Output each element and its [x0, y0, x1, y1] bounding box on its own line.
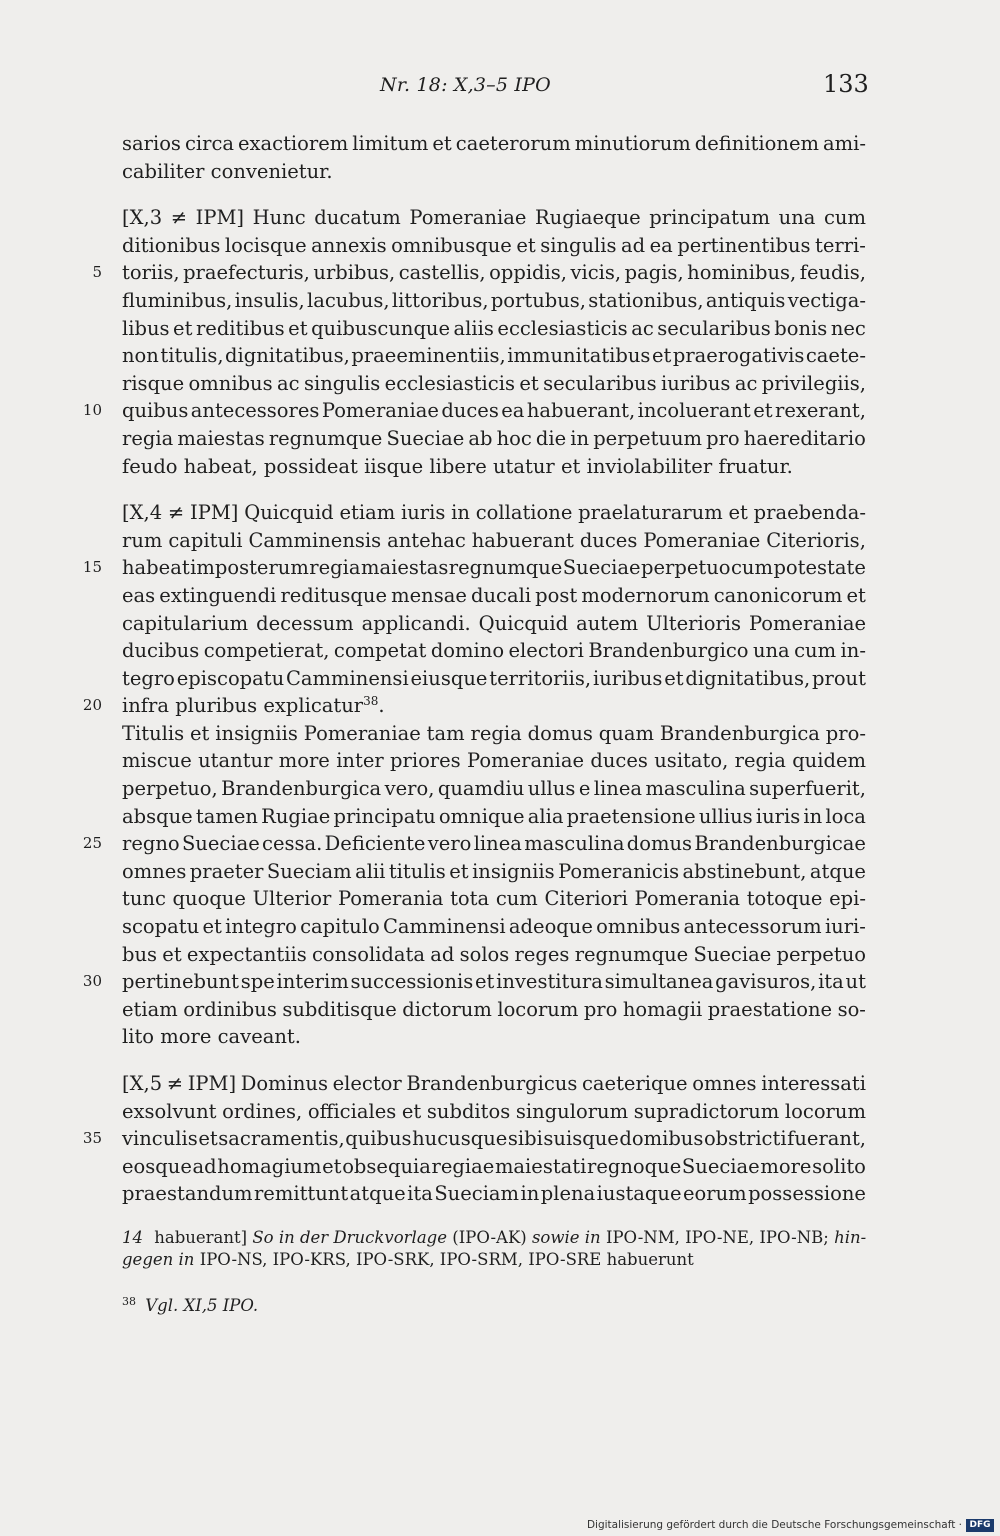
text-line: bus et expectantiis consolidata ad solos reges regnumque Sueciae perpetuo: [122, 942, 866, 966]
text-line: Titulis et insigniis Pomeraniae tam regia domus quam Brandenburgica pro-: [122, 721, 866, 745]
footnote-text: Vgl. XI,5 IPO.: [145, 1296, 259, 1315]
paragraph-gap: [122, 1051, 866, 1070]
text-line: miscue utantur more inter priores Pomeraniae duces usitato, regia quidem: [122, 749, 866, 773]
footnote-text: IPO-NS, IPO-KRS, IPO-SRK, IPO-SRM, IPO-SRE habuerunt: [199, 1250, 694, 1269]
text-line: 25 regno Sueciae cessa. Deficiente vero linea masculina domus Brandenburgicae: [122, 830, 866, 858]
text-line: feudo habeat, possideat iisque libere utatur et inviolabiliter fruatur.: [122, 454, 793, 478]
text-line: eosque ad homagium et obsequia regiae maiestati regnoque Sueciae more solito: [122, 1154, 866, 1178]
text-line: omnes praeter Sueciam alii titulis et insigniis Pomeranicis abstinebunt, atque: [122, 859, 866, 883]
footnote-marker: 38: [122, 1295, 136, 1308]
text-line: libus et reditibus et quibuscunque aliis ecclesiasticis ac secularibus bonis nec: [122, 316, 866, 340]
footnote-14-line-2: [122, 1249, 882, 1271]
text-line: risque omnibus ac singulis ecclesiasticis et secularibus iuribus ac privilegiis,: [122, 371, 866, 395]
text-line: rum capituli Camminensis antehac habuerant duces Pomeraniae Citerioris,: [122, 528, 866, 552]
text-line: [X,3 ≠ IPM] Hunc ducatum Pomeraniae Rugiaeque principatum una cum: [122, 206, 866, 230]
text-line: regia maiestas regnumque Sueciae ab hoc die in perpetuum pro haereditario: [122, 426, 866, 450]
dfg-logo: DFG: [966, 1519, 994, 1532]
paragraph-gap: [122, 480, 866, 499]
text-line: cabiliter convenietur.: [122, 159, 333, 183]
text-line: scopatu et integro capitulo Camminensi adeoque omnibus antecessorum iuri-: [122, 915, 866, 939]
footnote-text: So in der Druckvorlage: [252, 1228, 448, 1247]
text-line: tegro episcopatu Camminensi eiusque territoriis, iuribus et dignitatibus, prout: [122, 666, 866, 690]
text-line: capitularium decessum applicandi. Quicquid autem Ulterioris Pomeraniae: [122, 611, 866, 635]
text-line: exsolvunt ordines, officiales et subditos singulorum supradictorum locorum: [122, 1099, 866, 1123]
text-line: 30 pertinebunt spe interim successionis et investitura simultanea gavisuros, ita ut: [122, 968, 866, 996]
text-line: ditionibus locisque annexis omnibusque et singulis ad ea pertinentibus terri-: [122, 233, 866, 257]
paragraph-gap: [122, 185, 866, 204]
text-line: tunc quoque Ulterior Pomerania tota cum Citeriori Pomerania totoque epi-: [122, 887, 866, 911]
footnote-text: IPO-NM, IPO-NE, IPO-NB;: [605, 1228, 829, 1247]
text-line: [X,5 ≠ IPM] Dominus elector Brandenburgicus caeterique omnes interessati: [122, 1072, 866, 1095]
footnotes: [122, 1227, 882, 1317]
footnote-text: gegen in: [122, 1250, 195, 1269]
line-number: 5: [92, 263, 102, 282]
text-line: absque tamen Rugiae principatu omnique alia praetensione ullius iuris in loca: [122, 804, 866, 828]
text-line: non titulis, dignitatibus, praeeminentiis, immunitatibus et praerogativis caete-: [122, 344, 866, 368]
line-number: 10: [82, 401, 102, 420]
funding-banner: [587, 1517, 994, 1533]
text-line: 5 toriis, praefecturis, urbibus, castellis, oppidis, vicis, pagis, hominibus, feudis,: [122, 259, 866, 287]
line-number: 20: [82, 696, 102, 715]
footnote-text: (IPO-AK): [452, 1228, 527, 1247]
line-number: 35: [82, 1129, 102, 1148]
line-number: 25: [82, 834, 102, 853]
footnote-38: [122, 1295, 882, 1317]
text-line: fluminibus, insulis, lacubus, littoribus, portubus, stationibus, antiquis vectiga-: [122, 288, 866, 312]
line-number: 30: [82, 972, 102, 991]
main-text: [82, 130, 866, 1208]
text-line: eas extinguendi reditusque mensae ducali post modernorum canonicorum et: [122, 583, 866, 607]
text-line: 35 vinculis et sacramentis, quibus hucusque sibi suisque domibus obstricti fuerant,: [122, 1125, 866, 1153]
footnote-14-line-1: [122, 1227, 882, 1249]
funding-text: Digitalisierung gefördert durch die Deutsche Forschungsgemeinschaft ·: [586, 1519, 962, 1531]
text-line: etiam ordinibus subditisque dictorum locorum pro homagii praestatione so-: [122, 997, 866, 1021]
text-line: sarios circa exactiorem limitum et caeterorum minutiorum definitionem ami-: [122, 132, 866, 155]
text-line: 15 habeat imposterum regia maiestas regnumque Sueciae perpetuo cum potestate: [122, 554, 866, 582]
running-head: Nr. 18: X,3–5 IPO: [380, 74, 551, 96]
line-number: 15: [82, 558, 102, 577]
footnote-number: 14: [122, 1228, 143, 1247]
footnote-lemma: habuerant]: [154, 1228, 248, 1247]
text-line: praestandum remittunt atque ita Sueciam in plena iustaque eorum possessione: [122, 1182, 866, 1206]
page-header: [0, 70, 1000, 106]
text-line: lito more caveant.: [122, 1025, 301, 1049]
page-number: 133: [823, 70, 869, 98]
footnote-text: sowie in: [531, 1228, 601, 1247]
text-line: 10 quibus antecessores Pomeraniae duces ea habuerant, incoluerant et rexerant,: [122, 397, 866, 425]
text-line: 20 infra pluribus explicatur$^{38}$.: [122, 692, 866, 720]
footnote-text: hin-: [834, 1228, 867, 1247]
text-line: [X,4 ≠ IPM] Quicquid etiam iuris in collatione praelaturarum et praebenda-: [122, 501, 866, 525]
text-line: perpetuo, Brandenburgica vero, quamdiu ullus e linea masculina superfuerit,: [122, 777, 866, 801]
text-line: ducibus competierat, competat domino electori Brandenburgico una cum in-: [122, 639, 866, 663]
